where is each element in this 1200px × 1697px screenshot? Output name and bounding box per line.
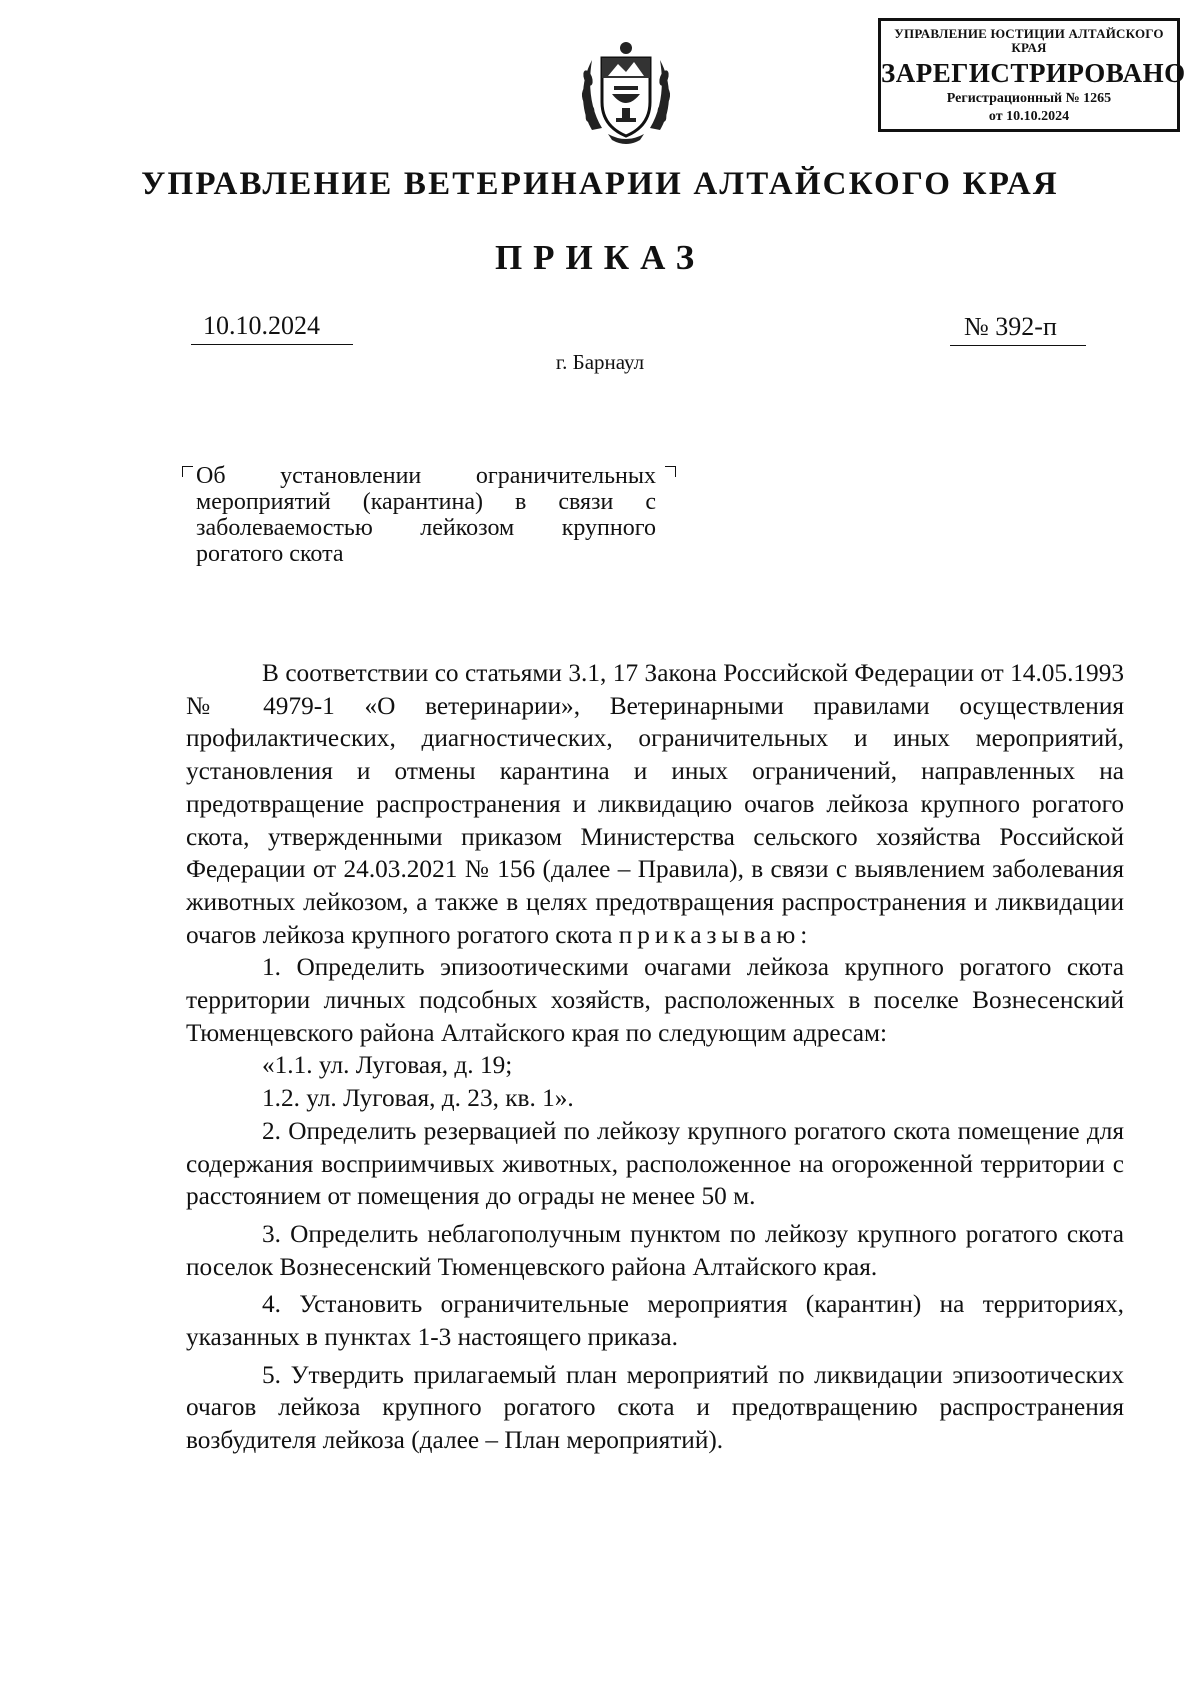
preamble-paragraph bbox=[186, 657, 1124, 951]
preamble-text: В соответствии со статьями 3.1, 17 Закона Российской Федерации от 14.05.1993 № 4979-1 «О ветеринарии», Ветеринарными правилами осуществления профилактических, диагностических, ограничительных и иных мероприятий, установления и отмены карантина и иных ограничений, направленных на предотвращение распространения и ликвидацию очагов лейкоза крупного рогатого скота, утвержденными приказом Министерства сельского хозяйства Российской Федерации от 24.03.2021 № 156 (далее – Правила), в связи с выявлением заболевания животных лейкозом, а также в целях предотвращения распространения и ликвидации очагов лейкоза крупного рогатого скота bbox=[186, 659, 1124, 949]
item-3: 3. Определить неблагополучным пунктом по лейкозу крупного рогатого скота поселок Вознесенский Тюменцевского района Алтайского края. bbox=[186, 1219, 1124, 1281]
item-5: 5. Утвердить прилагаемый план мероприятий по ликвидации эпизоотических очагов лейкоза крупного рогатого скота и предотвращению распространения возбудителя лейкоза (далее – План мероприятий). bbox=[186, 1360, 1124, 1455]
item-1-2: 1.2. ул. Луговая, д. 23, кв. 1». bbox=[262, 1084, 574, 1113]
stamp-reg-number: Регистрационный № 1265 bbox=[946, 91, 1112, 106]
item-4: 4. Установить ограничительные мероприятия (карантин) на территориях, указанных в пунктах 1-3 настоящего приказа. bbox=[186, 1290, 1124, 1352]
organization-title: УПРАВЛЕНИЕ ВЕТЕРИНАРИИ АЛТАЙСКОГО КРАЯ bbox=[141, 166, 1059, 202]
document-type: ПРИКАЗ bbox=[494, 238, 706, 277]
stamp-status: ЗАРЕГИСТРИРОВАНО bbox=[881, 58, 1186, 88]
coat-of-arms-icon bbox=[578, 38, 674, 148]
document-date: 10.10.2024 bbox=[191, 312, 353, 345]
item-2: 2. Определить резервацией по лейкозу крупного рогатого скота помещение для содержания восприимчивых животных, расположенное на огороженной территории с расстоянием от помещения до ограды не менее 50 м. bbox=[186, 1116, 1124, 1211]
document-number: № 392-п bbox=[950, 313, 1086, 346]
item-1-1: «1.1. ул. Луговая, д. 19; bbox=[262, 1051, 513, 1080]
stamp-organization: УПРАВЛЕНИЕ ЮСТИЦИИ АЛТАЙСКОГО КРАЯ bbox=[894, 26, 1164, 55]
subject-bracket-right bbox=[665, 466, 676, 477]
subject-bracket-left bbox=[182, 466, 193, 477]
item-1: 1. Определить эпизоотическими очагами лейкоза крупного рогатого скота территории личных подсобных хозяйств, расположенных в поселке Вознесенский Тюменцевского района Алтайского края по следующим адресам: bbox=[186, 953, 1124, 1047]
subject-text: Об установлении ограничительных мероприятий (карантина) в связи с заболеваемостью лейкозом крупного рогатого скота bbox=[196, 463, 656, 567]
document-city: г. Барнаул bbox=[555, 350, 645, 374]
stamp-reg-date: от 10.10.2024 bbox=[988, 109, 1070, 124]
registration-stamp bbox=[878, 18, 1186, 132]
document-body bbox=[186, 657, 1124, 1457]
document-subject bbox=[196, 463, 656, 567]
order-word: приказываю: bbox=[618, 920, 813, 949]
